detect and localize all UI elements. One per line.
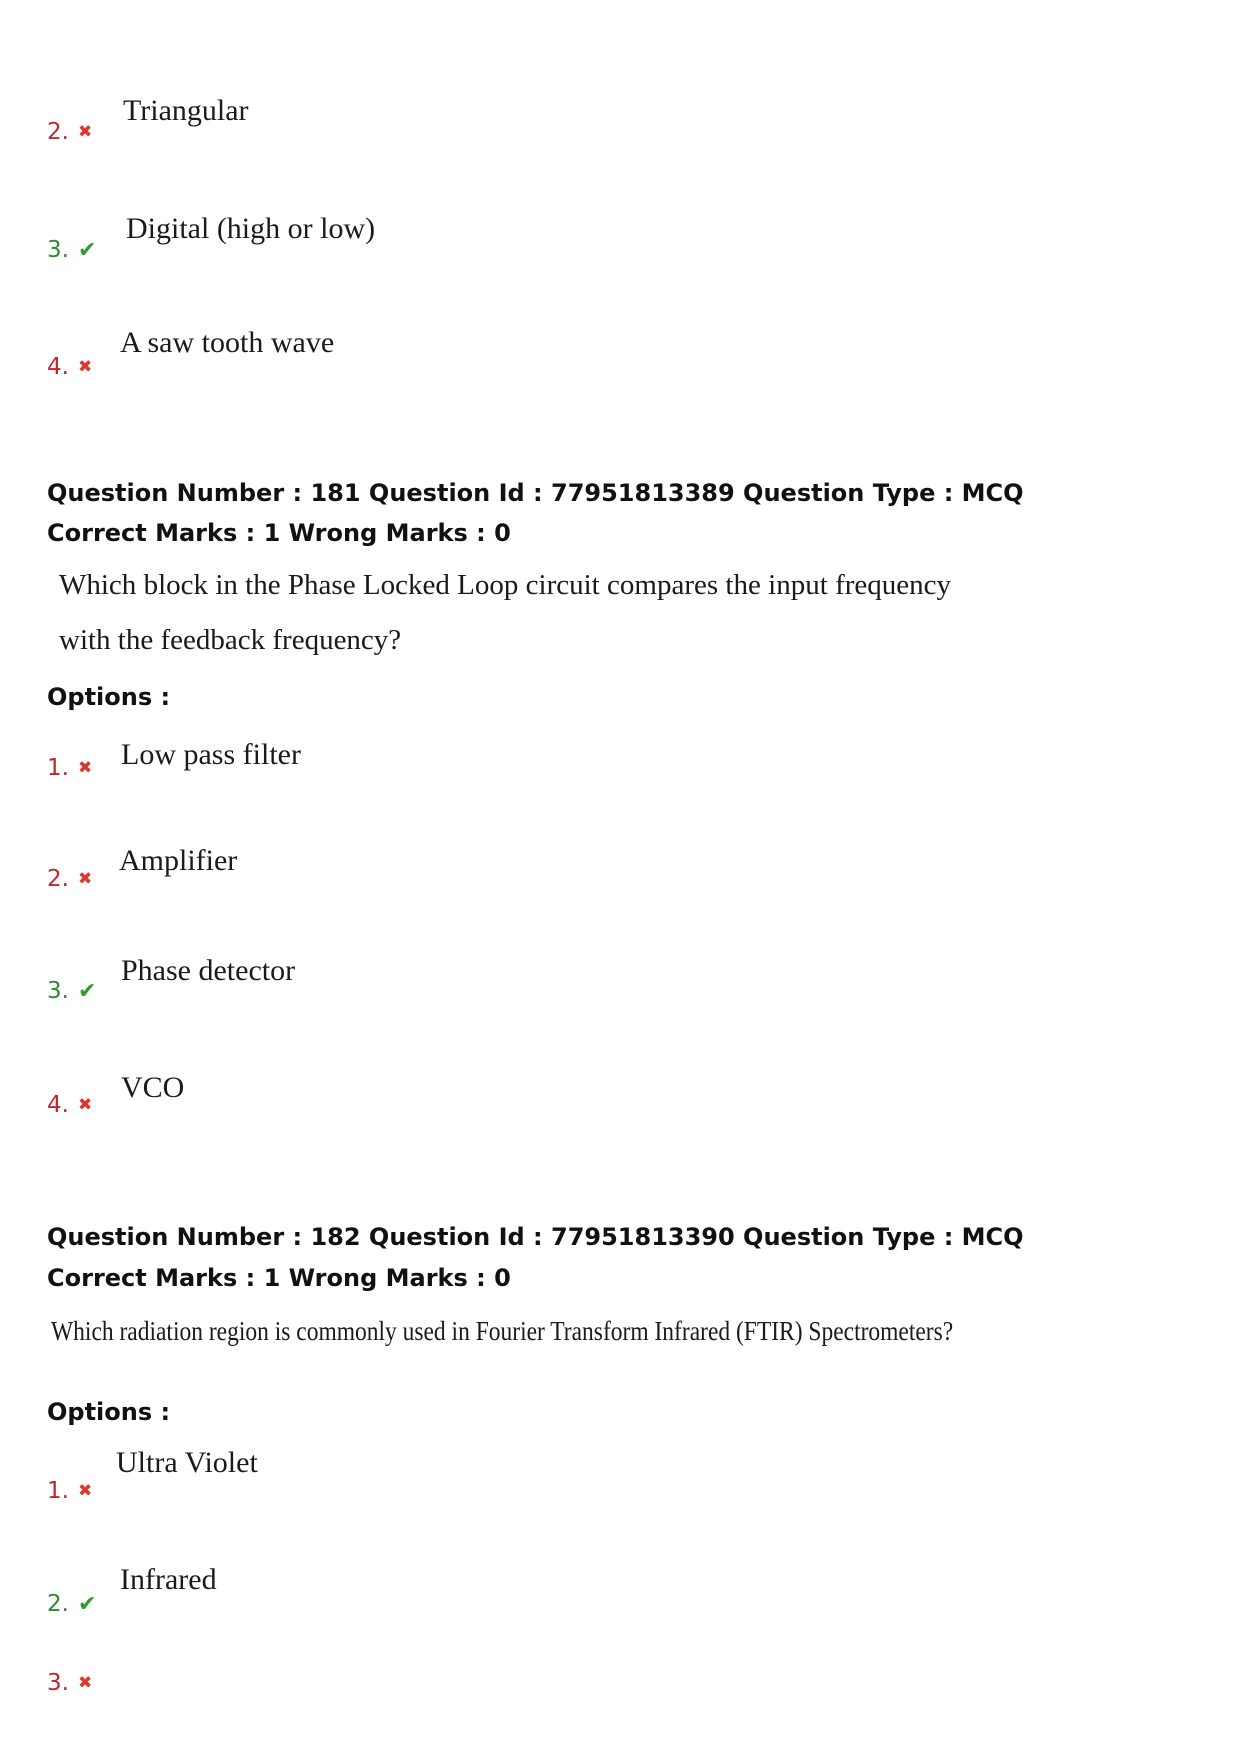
cross-icon: ✖: [77, 1481, 93, 1501]
option-text: VCO: [121, 1071, 185, 1104]
option-text: Low pass filter: [121, 738, 301, 771]
cross-icon: ✖: [77, 1673, 93, 1693]
option-number: 2. ✖: [47, 866, 93, 892]
marks-header: Correct Marks : 1 Wrong Marks : 0: [47, 519, 511, 547]
option-number: 2. ✔: [47, 1591, 97, 1617]
option-text: A saw tooth wave: [120, 326, 335, 359]
check-icon: ✔: [77, 978, 97, 1004]
option-text: Triangular: [123, 94, 249, 127]
cross-icon: ✖: [77, 758, 93, 778]
option-text: Amplifier: [119, 844, 238, 877]
option-text: Infrared: [120, 1563, 217, 1596]
marks-header: Correct Marks : 1 Wrong Marks : 0: [47, 1264, 511, 1292]
option-number: 3. ✔: [47, 237, 97, 263]
question-header: Question Number : 181 Question Id : 77951813389 Question Type : MCQ: [47, 479, 1024, 507]
question-text: with the feedback frequency?: [59, 624, 402, 656]
question-header: Question Number : 182 Question Id : 77951813390 Question Type : MCQ: [47, 1223, 1024, 1251]
options-label: Options :: [47, 683, 171, 711]
option-number: 4. ✖: [47, 354, 93, 380]
option-number: 3. ✔: [47, 978, 97, 1004]
cross-icon: ✖: [77, 1095, 93, 1115]
option-number: 2. ✖: [47, 119, 93, 145]
cross-icon: ✖: [77, 357, 93, 377]
option-number: 3. ✖: [47, 1670, 93, 1696]
check-icon: ✔: [77, 1591, 97, 1617]
question-text: Which block in the Phase Locked Loop circuit compares the input frequency: [59, 569, 951, 601]
cross-icon: ✖: [77, 122, 93, 142]
option-text: Ultra Violet: [116, 1446, 258, 1479]
check-icon: ✔: [77, 237, 97, 263]
options-label: Options :: [47, 1398, 171, 1426]
option-text: Digital (high or low): [126, 212, 376, 245]
option-text: Phase detector: [121, 954, 296, 987]
option-number: 4. ✖: [47, 1092, 93, 1118]
option-number: 1. ✖: [47, 1478, 93, 1504]
cross-icon: ✖: [77, 869, 93, 889]
option-number: 1. ✖: [47, 755, 93, 781]
question-text: Which radiation region is commonly used in Fourier Transform Infrared (FTIR) Spectrometers?: [51, 1316, 954, 1346]
